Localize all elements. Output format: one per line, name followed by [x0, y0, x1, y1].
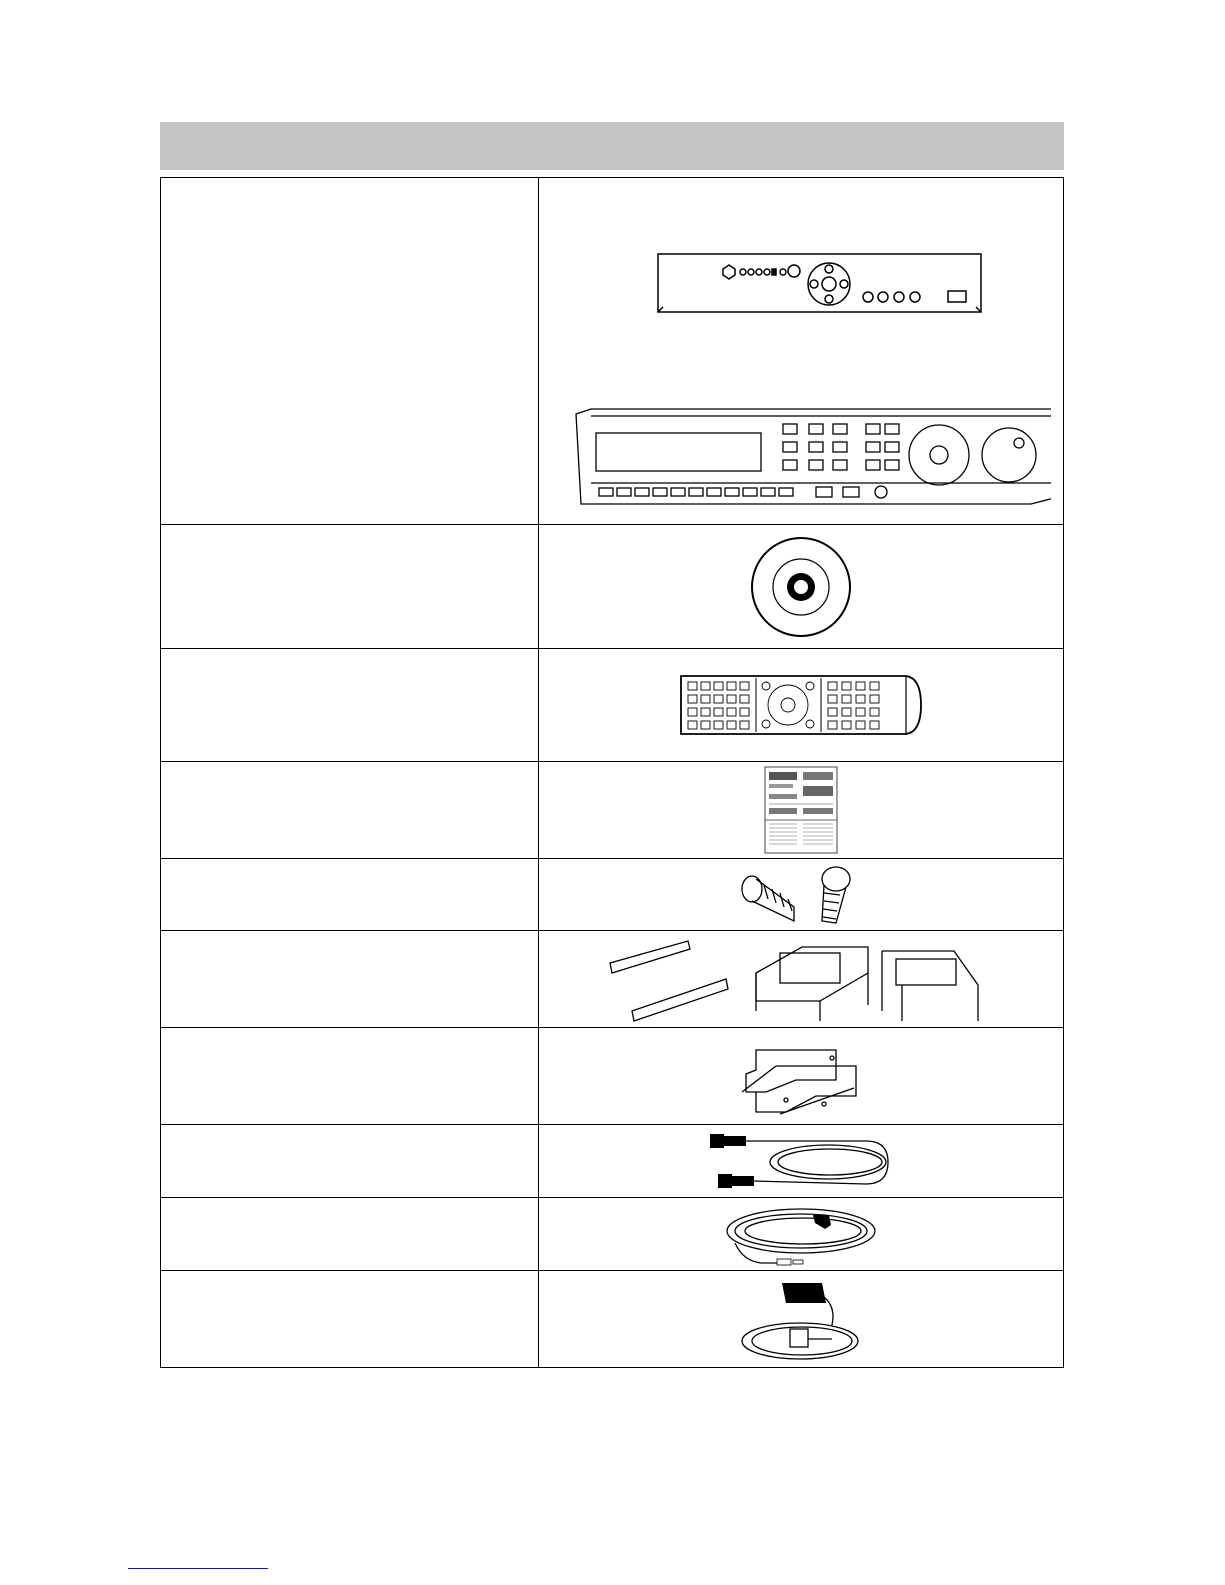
table-row	[161, 178, 1064, 525]
item-label-cell	[161, 649, 539, 762]
item-label-cell	[161, 859, 539, 931]
table-row	[161, 525, 1064, 649]
table-row	[161, 762, 1064, 859]
ir-extension-cable-image	[721, 1201, 881, 1267]
table-row	[161, 1198, 1064, 1271]
software-cd-image	[741, 532, 861, 642]
cable-image	[706, 1128, 896, 1194]
remote-control-image	[676, 670, 926, 740]
item-image-cell	[539, 931, 1064, 1028]
item-image-cell	[539, 1271, 1064, 1368]
item-image-cell	[539, 525, 1064, 649]
table-row	[161, 859, 1064, 931]
item-image-cell	[539, 762, 1064, 859]
item-label-cell	[161, 1271, 539, 1368]
rack-mount-brackets-image	[736, 1030, 866, 1122]
item-image-cell	[539, 1028, 1064, 1125]
table-row	[161, 1125, 1064, 1198]
compact-dvr-panel	[658, 254, 981, 312]
item-label-cell	[161, 525, 539, 649]
power-adapter-image	[736, 1273, 866, 1365]
item-image-cell	[539, 649, 1064, 762]
item-image-cell	[539, 1125, 1064, 1198]
table-header-band	[160, 122, 1064, 170]
footer-rule	[128, 1568, 268, 1569]
full-dvr-panel	[576, 409, 1051, 504]
item-image-cell	[539, 1198, 1064, 1271]
table-row	[161, 649, 1064, 762]
table-row	[161, 931, 1064, 1028]
item-label-cell	[161, 762, 539, 859]
quick-guide-manual-image	[761, 764, 841, 856]
item-label-cell	[161, 1125, 539, 1198]
table-row	[161, 1271, 1064, 1368]
item-label-cell	[161, 1028, 539, 1125]
package-contents-table	[160, 177, 1064, 1368]
item-label-cell	[161, 1198, 539, 1271]
item-label-cell	[161, 178, 539, 525]
dvr-front-panels-image	[551, 191, 1051, 511]
item-image-cell	[539, 859, 1064, 931]
item-image-cell	[539, 178, 1064, 525]
hdd-screws-image	[736, 863, 866, 927]
item-label-cell	[161, 931, 539, 1028]
hdd-brackets-image	[606, 933, 996, 1025]
table-row	[161, 1028, 1064, 1125]
